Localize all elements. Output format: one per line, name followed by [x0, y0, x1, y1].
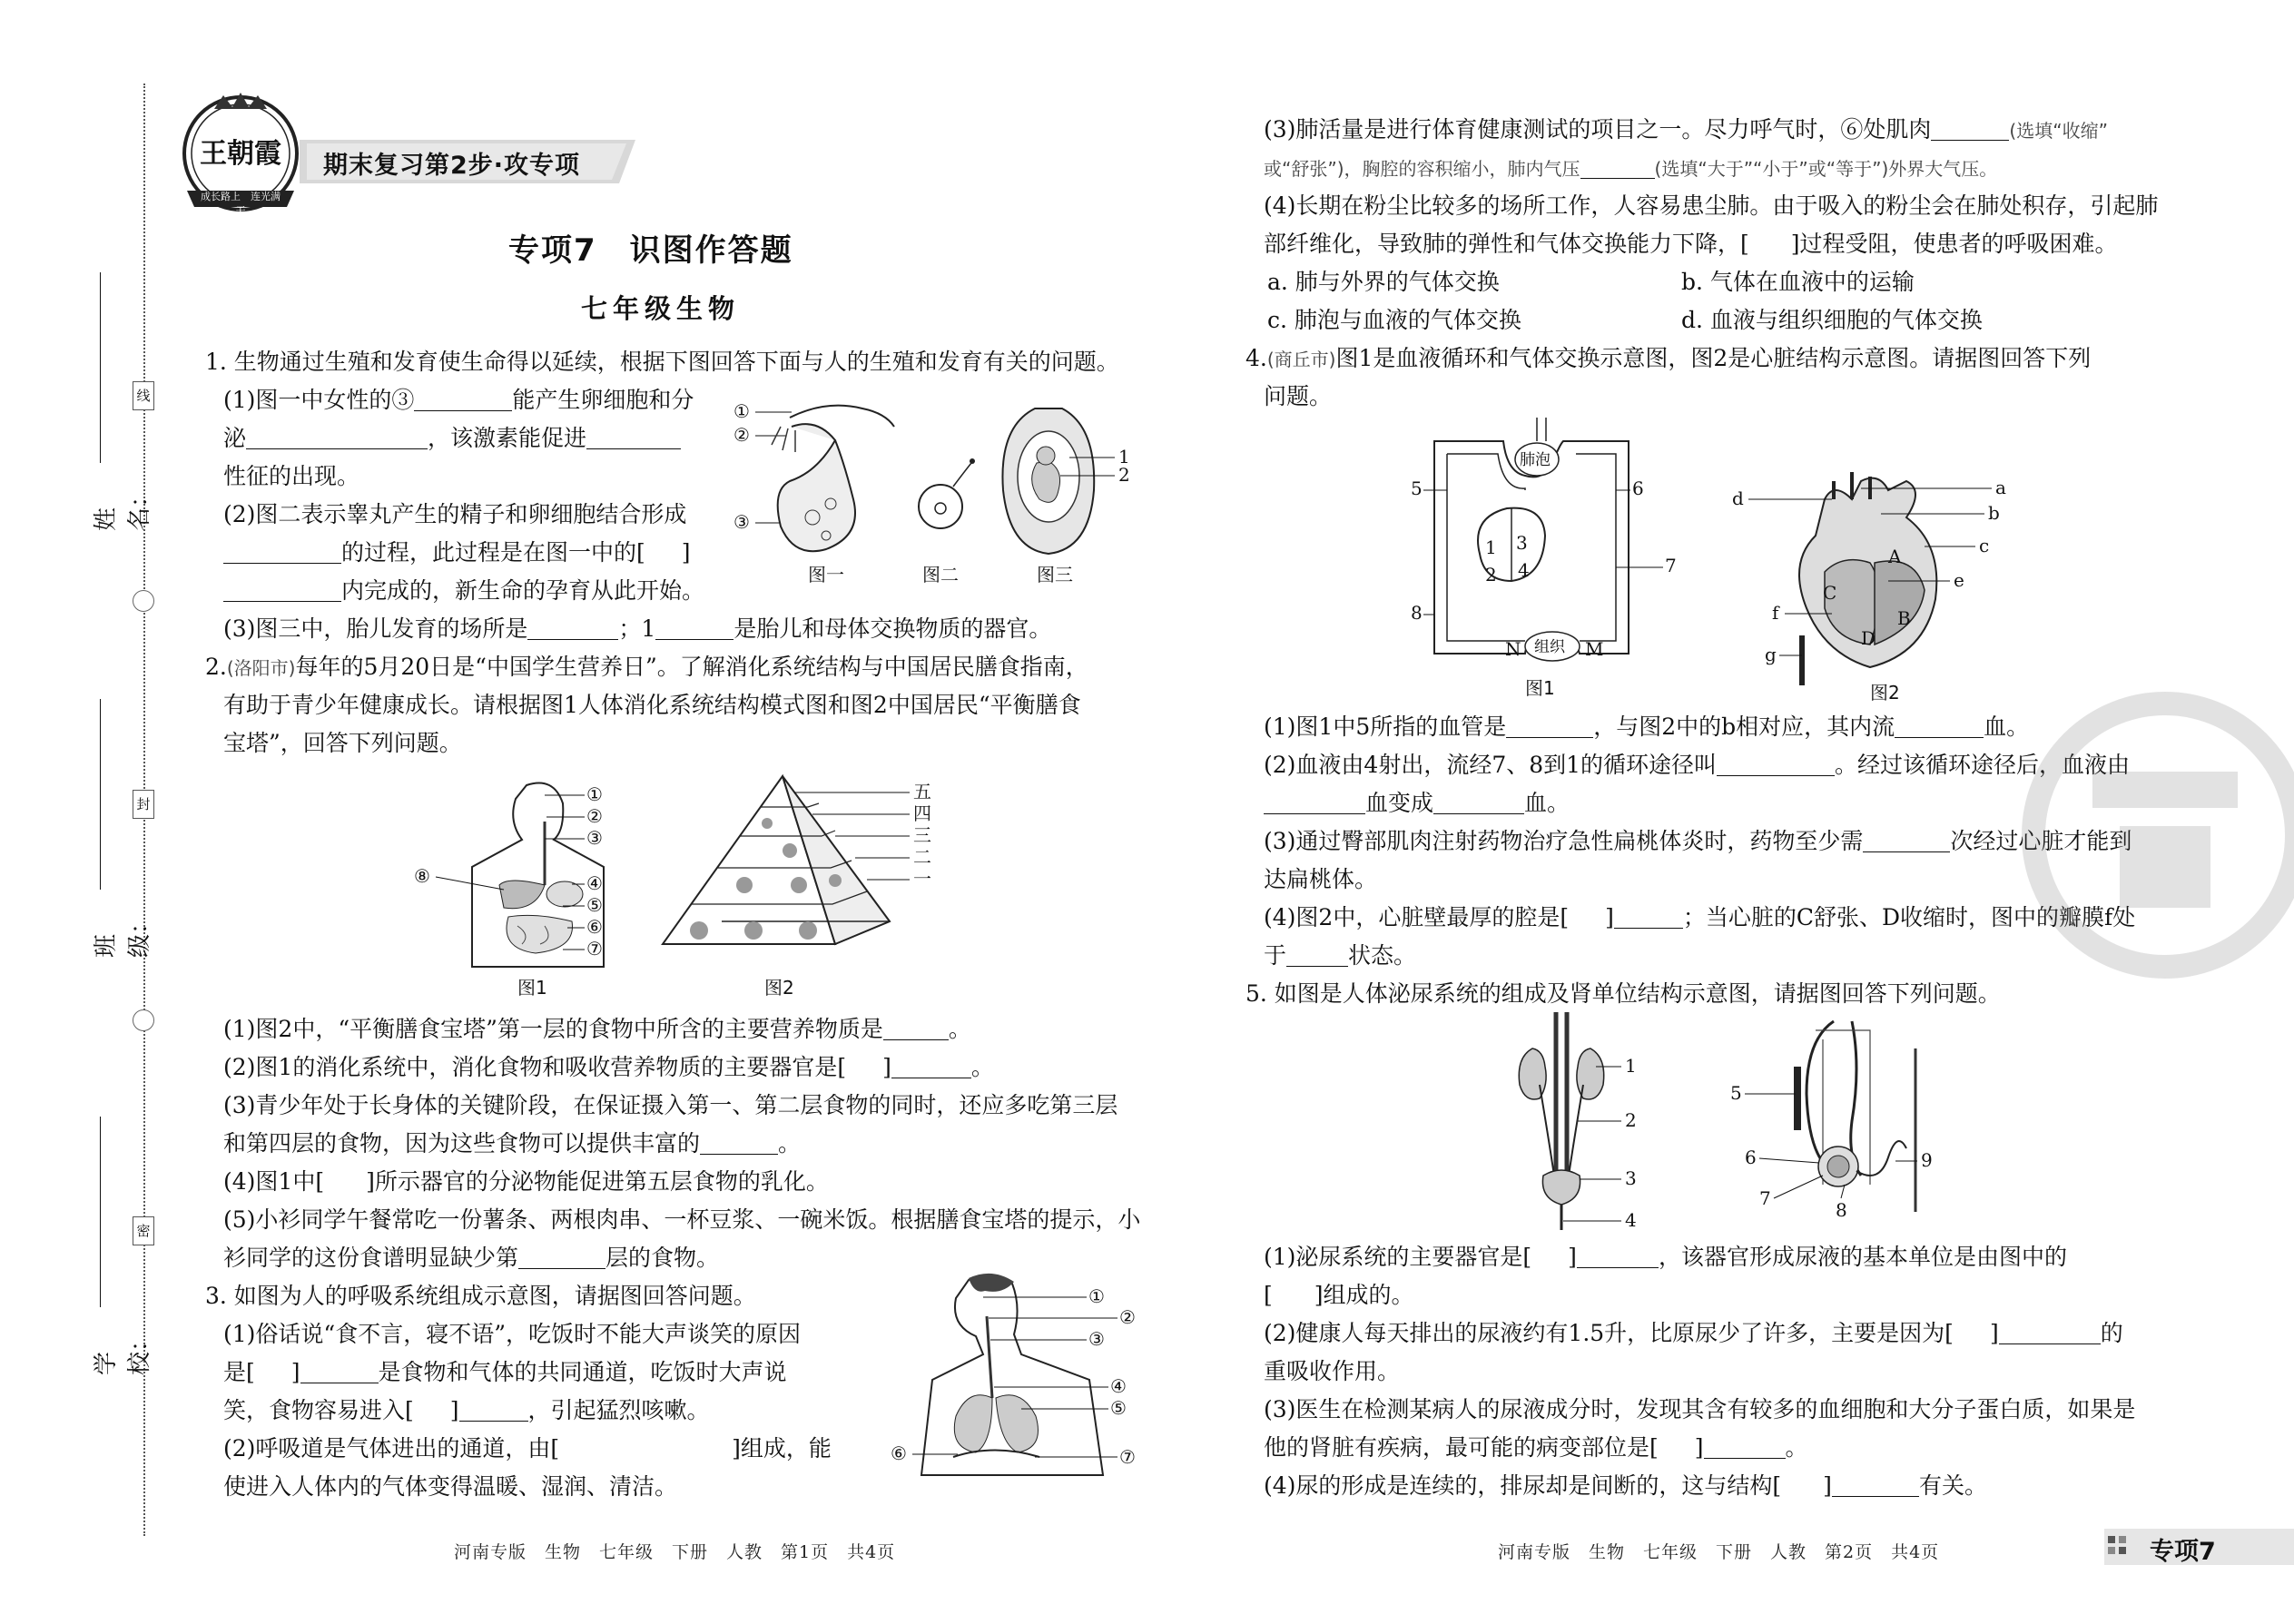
footer-tag: 专项7: [2150, 1538, 2216, 1566]
q3-option-d[interactable]: d. 血液与组织细胞的气体交换: [1681, 307, 1983, 333]
svg-text:B: B: [1897, 607, 1911, 629]
q1-p3: (3)图三中，胎儿发育的场所是 ；1 是胎儿和母体交换物质的器官。: [223, 615, 1052, 642]
q1-num-1: ①: [733, 400, 750, 422]
answer-blank[interactable]: [1286, 942, 1348, 967]
q4-stem-2: 问题。: [1264, 383, 1333, 409]
binding-strip: [0, 0, 182, 1624]
q3-p4-line1: (4)长期在粉尘比较多的场所工作，人容易患尘肺。由于吸入的粉尘会在肺处积存，引起肺: [1264, 192, 2159, 219]
svg-text:⑦: ⑦: [1119, 1446, 1136, 1468]
q2-fig-label-1: 图1: [517, 977, 547, 999]
q1-fig3-num-1: 1: [1118, 446, 1130, 468]
q1-p1-line2: 泌 ，该激素能促进: [223, 419, 681, 457]
q2-p5-line1: (5)小衫同学午餐常吃一份薯条、两根肉串、一杯豆浆、一碗米饭。根据膳食宝塔的提示，小: [223, 1206, 1141, 1233]
svg-text:⑤: ⑤: [1110, 1397, 1127, 1419]
answer-blank[interactable]: [1580, 154, 1655, 179]
q1-num-2: ②: [733, 424, 750, 446]
q1-p1-line3: 性征的出现。: [223, 463, 360, 489]
brand-motto: 成长路上 连光满天: [201, 191, 281, 217]
q5-fig1-labels: [1625, 1055, 1637, 1231]
q5-urinary-figure: [1489, 1012, 1997, 1235]
name-label: 姓名：: [93, 483, 153, 531]
q3-stem: 3. 如图为人的呼吸系统组成示意图，请据图回答问题。: [205, 1283, 756, 1309]
answer-blank[interactable]: [246, 425, 428, 449]
svg-text:⑤: ⑤: [586, 894, 603, 916]
svg-text:一: 一: [913, 868, 931, 890]
q4-stem-1: 4.(商丘市)图1是血液循环和气体交换示意图，图2是心脏结构示意图。请据图回答下列: [1245, 345, 2092, 371]
q1-p2-line1: (2)图二表示睾丸产生的精子和卵细胞结合形成: [223, 501, 687, 527]
svg-text:a: a: [1995, 477, 2006, 498]
answer-blank[interactable]: [414, 387, 512, 411]
q4-circulation-figure: [1407, 418, 1707, 704]
q1-figures: [726, 390, 1144, 590]
svg-text:3: 3: [1625, 1167, 1637, 1189]
q5-p2-line2: 重吸收作用。: [1264, 1358, 1401, 1384]
q2-p5-line2: 衫同学的这份食谱明显缺少第 层的食物。: [223, 1245, 720, 1271]
q2-stem-3: 宝塔”，回答下列问题。: [223, 730, 462, 756]
svg-text:四: 四: [913, 802, 931, 824]
q3-p2-line1: (2)呼吸道是气体进出的通道，由[ ]组成，能: [223, 1435, 832, 1462]
q3-p1-line2: 是[ ] 是食物和气体的共同通道，吃饭时大声说: [223, 1359, 787, 1385]
q3-p3-line2: 或“舒张”)，胸腔的容积缩小，肺内气压 (选填“大于”“小于”或“等于”)外界大气压。: [1264, 149, 1997, 188]
q4-p3-line2: 达扁桃体。: [1264, 866, 1378, 892]
svg-text:M: M: [1585, 638, 1604, 660]
svg-text:d: d: [1732, 487, 1744, 509]
punch-hole-bottom: [133, 1009, 154, 1031]
answer-blank[interactable]: [1506, 714, 1593, 738]
answer-blank[interactable]: [459, 1397, 528, 1422]
answer-blank[interactable]: [1832, 1472, 1919, 1497]
svg-text:⑦: ⑦: [586, 938, 603, 960]
answer-blank[interactable]: [1895, 714, 1984, 738]
svg-text:f: f: [1772, 602, 1779, 624]
q2-p4: (4)图1中[ ]所示器官的分泌物能促进第五层食物的乳化。: [223, 1168, 829, 1195]
name-field[interactable]: [87, 272, 153, 536]
svg-text:⑥: ⑥: [891, 1442, 907, 1464]
q1-fig-label-2: 图二: [922, 564, 959, 586]
svg-text:2: 2: [1485, 564, 1497, 586]
q4-fig-label-2: 图2: [1870, 682, 1900, 704]
svg-text:④: ④: [586, 872, 603, 894]
school-label: 学校：: [93, 1327, 153, 1375]
svg-text:C: C: [1823, 582, 1837, 604]
q3-p2-line2: 使进入人体内的气体变得温暖、湿润、清洁。: [223, 1473, 678, 1500]
q2-p2: (2)图1的消化系统中，消化食物和吸收营养物质的主要器官是[ ] 。: [223, 1054, 994, 1080]
q2-figures: [409, 767, 971, 1003]
svg-text:A: A: [1888, 546, 1902, 567]
q1-p1-line1: (1)图一中女性的③ 能产生卵细胞和分: [223, 387, 694, 413]
q2-p3-line1: (3)青少年处于长身体的关键阶段，在保证摄入第一、第二层食物的同时，还应多吃第三层: [223, 1092, 1118, 1118]
q2-stem-2: 有助于青少年健康成长。请根据图1人体消化系统结构模式图和图2中国居民“平衡膳食: [223, 692, 1081, 718]
q3-respiratory-figure: [885, 1271, 1148, 1484]
answer-blank[interactable]: [1931, 116, 2009, 141]
q1-p2-line2: 的过程，此过程是在图一中的[ ]: [223, 534, 691, 571]
svg-text:五: 五: [913, 781, 931, 802]
answer-blank[interactable]: [518, 1245, 605, 1269]
svg-text:三: 三: [913, 824, 931, 846]
answer-blank[interactable]: [1863, 828, 1950, 852]
q4-p4-line2: 于 状态。: [1264, 942, 1417, 969]
watermark-seal: [2020, 690, 2292, 980]
svg-text:⑥: ⑥: [586, 916, 603, 938]
q1-fig-label-1: 图一: [808, 564, 844, 586]
q3-p4-line2: 部纤维化，导致肺的弹性和气体交换能力下降，[ ]过程受阻，使患者的呼吸困难。: [1264, 231, 2118, 257]
answer-blank[interactable]: [1704, 1434, 1786, 1459]
seal-char-mi: 密: [133, 1216, 154, 1245]
class-field[interactable]: [87, 699, 153, 962]
seal-char-xian: 线: [133, 381, 154, 410]
q2-p1: (1)图2中，“平衡膳食宝塔”第一层的食物中所含的主要营养物质是 。: [223, 1016, 971, 1042]
svg-text:5: 5: [1730, 1082, 1742, 1104]
svg-text:④: ④: [1110, 1375, 1127, 1397]
q1-fig3-num-2: 2: [1118, 464, 1130, 486]
q3-option-c[interactable]: c. 肺泡与血液的气体交换: [1267, 307, 1521, 333]
alveolus-label: 肺泡: [1520, 451, 1551, 469]
svg-text:5: 5: [1411, 477, 1423, 499]
q4-p2-line1: (2)血液由4射出，流经7、8到1的循环途径叫 。经过该循环途径后，血液由: [1264, 752, 2131, 778]
svg-text:4: 4: [1625, 1209, 1637, 1231]
page-subtitle: 七年级生物: [581, 293, 741, 324]
svg-text:3: 3: [1516, 532, 1528, 554]
answer-blank[interactable]: [655, 615, 733, 640]
footer-tag-deco: [2108, 1536, 2144, 1558]
footer-right: 河南专版 生物 七年级 下册 人教 第2页 共4页: [1498, 1542, 1940, 1562]
q1-fig-label-3: 图三: [1037, 564, 1073, 586]
svg-text:③: ③: [1088, 1328, 1105, 1350]
q3-p3-line1: (3)肺活量是进行体育健康测试的项目之一。尽力呼气时，⑥处肌肉 (选填“收缩”: [1264, 116, 2108, 143]
q4-heart-figure: [1725, 472, 2024, 704]
q3-p1-line1: (1)俗话说“食不言，寝不语”，吃饭时不能大声谈笑的原因: [223, 1321, 801, 1347]
q3-p1-line3: 笑，食物容易进入[ ] ，引起猛烈咳嗽。: [223, 1397, 710, 1423]
svg-text:D: D: [1861, 627, 1876, 649]
answer-blank[interactable]: [1717, 752, 1835, 776]
q4-p4-line1: (4)图2中，心脏壁最厚的腔是[ ] ；当心脏的C舒张、D收缩时，图中的瓣膜f处: [1264, 904, 2136, 930]
svg-text:9: 9: [1921, 1149, 1933, 1171]
answer-blank[interactable]: [223, 577, 341, 602]
svg-text:①: ①: [1088, 1285, 1105, 1307]
brand-logo: [178, 91, 303, 216]
svg-text:7: 7: [1665, 555, 1677, 576]
svg-text:7: 7: [1759, 1187, 1771, 1209]
answer-blank[interactable]: [527, 615, 618, 640]
svg-text:1: 1: [1485, 536, 1497, 558]
q5-p1-line1: (1)泌尿系统的主要器官是[ ] ，该器官形成尿液的基本单位是由图中的: [1264, 1244, 2067, 1270]
svg-text:8: 8: [1411, 602, 1423, 624]
answer-blank[interactable]: [1433, 790, 1524, 814]
svg-text:e: e: [1954, 569, 1964, 591]
footer-left: 河南专版 生物 七年级 下册 人教 第1页 共4页: [454, 1542, 896, 1562]
svg-text:⑧: ⑧: [414, 865, 430, 887]
brand-name: 王朝霞: [200, 138, 281, 170]
q5-p3-line1: (3)医生在检测某病人的尿液成分时，发现其含有较多的血细胞和大分子蛋白质，如果是: [1264, 1396, 2136, 1422]
answer-blank[interactable]: [300, 1359, 379, 1383]
answer-blank[interactable]: [1577, 1244, 1659, 1268]
school-field[interactable]: [87, 1117, 153, 1380]
q3-option-b[interactable]: b. 气体在血液中的运输: [1681, 269, 1915, 295]
answer-blank[interactable]: [1999, 1320, 2101, 1344]
q5-p4: (4)尿的形成是连续的，排尿却是间断的，这与结构[ ] 有关。: [1264, 1472, 1987, 1499]
q3-option-a[interactable]: a. 肺与外界的气体交换: [1267, 269, 1500, 295]
q4-fig-label-1: 图1: [1525, 677, 1555, 699]
q5-p1-line2: [ ]组成的。: [1264, 1282, 1414, 1308]
answer-blank[interactable]: [891, 1054, 971, 1078]
answer-blank[interactable]: [586, 425, 681, 449]
q2-stem-1: 2.(洛阳市)每年的5月20日是“中国学生营养日”。了解消化系统结构与中国居民膳食指南，: [205, 654, 1088, 680]
header-banner: [300, 136, 635, 187]
punch-hole-top: [133, 590, 154, 612]
seal-char-feng: 封: [133, 790, 154, 819]
q2-p3-line2: 和第四层的食物，因为这些食物可以提供丰富的 。: [223, 1130, 802, 1156]
svg-text:2: 2: [1625, 1109, 1637, 1131]
svg-text:②: ②: [586, 805, 603, 827]
svg-text:c: c: [1979, 535, 1990, 556]
page-title: 专项7 识图作答题: [508, 232, 793, 269]
q1-num-3: ③: [733, 511, 750, 533]
svg-text:①: ①: [586, 783, 603, 805]
q4-p1: (1)图1中5所指的血管是 ，与图2中的b相对应，其内流 血。: [1264, 714, 2030, 740]
svg-text:6: 6: [1745, 1147, 1757, 1168]
class-label: 班级：: [93, 910, 153, 958]
q4-p2-line2: 血变成 血。: [1264, 784, 1570, 822]
svg-text:6: 6: [1632, 477, 1644, 499]
svg-text:1: 1: [1625, 1055, 1637, 1077]
svg-text:③: ③: [586, 827, 603, 849]
svg-text:②: ②: [1119, 1306, 1136, 1328]
answer-blank[interactable]: [1264, 790, 1365, 814]
answer-blank[interactable]: [223, 539, 341, 564]
banner-text: 期末复习第2步·攻专项: [323, 152, 581, 180]
svg-text:8: 8: [1836, 1199, 1847, 1221]
q2-pyramid-layer-labels: [913, 781, 931, 890]
q5-p2-line1: (2)健康人每天排出的尿液约有1.5升，比原尿少了许多，主要是因为[ ] 的: [1264, 1320, 2123, 1346]
q5-stem: 5. 如图是人体泌尿系统的组成及肾单位结构示意图，请据图回答下列问题。: [1245, 980, 2001, 1007]
q2-fig-label-2: 图2: [764, 977, 794, 999]
q4-p3-line1: (3)通过臀部肌肉注射药物治疗急性扁桃体炎时，药物至少需 次经过心脏才能到: [1264, 828, 2132, 854]
answer-blank[interactable]: [883, 1016, 949, 1040]
svg-text:4: 4: [1518, 559, 1530, 581]
svg-text:N: N: [1505, 638, 1521, 660]
answer-blank[interactable]: [700, 1130, 778, 1155]
q1-p2-line3: 内完成的，新生命的孕育从此开始。: [223, 572, 704, 609]
answer-blank[interactable]: [1614, 904, 1683, 929]
q1-stem: 1. 生物通过生殖和发育使生命得以延续，根据下图回答下面与人的生殖和发育有关的问题。: [205, 349, 1119, 375]
q5-p3-line2: 他的肾脏有疾病，最可能的病变部位是[ ] 。: [1264, 1434, 1808, 1461]
svg-text:g: g: [1765, 644, 1777, 665]
tissue-label: 组织: [1534, 638, 1565, 656]
svg-text:二: 二: [913, 846, 931, 868]
svg-text:b: b: [1988, 502, 2000, 524]
